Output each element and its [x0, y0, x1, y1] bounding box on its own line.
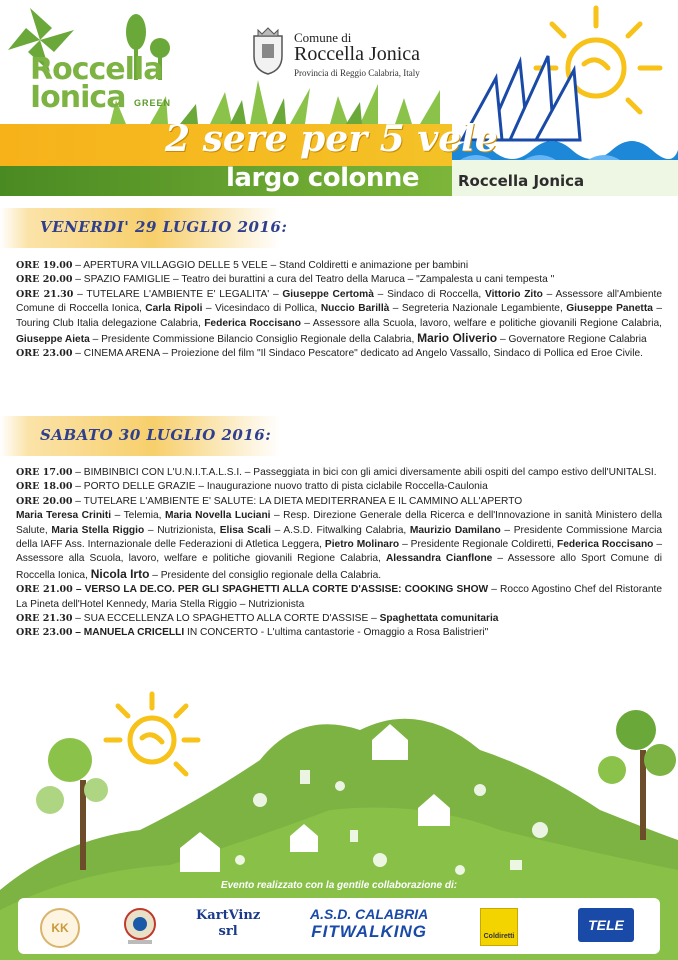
sponsor-hotel-logo: KK — [40, 908, 80, 948]
comune-name: Roccella Jonica — [294, 43, 421, 65]
program-item: ORE 17.00 – BIMBINBICI CON L'U.N.I.T.A.L.S.I. – Passeggiata in bici con gli amici diversamente abili ospiti del campo estivo dell'UNITALSI. — [16, 467, 657, 478]
program-item: ORE 23.00 – CINEMA ARENA – Proiezione del film "Il Sindaco Pescatore" dedicato ad Angelo Vassallo, Sindaco di Pollica ed Eroe Civile. — [16, 348, 643, 360]
logo-line1: Roccella — [30, 52, 163, 87]
sponsor-seal-icon — [122, 906, 158, 946]
comune-block — [248, 24, 448, 84]
event-title: 2 sere per 5 vele — [165, 118, 498, 160]
comune-province: Provincia di Reggio Calabria, Italy — [294, 68, 420, 78]
day1-header — [0, 208, 288, 248]
program-item: ORE 19.00 – APERTURA VILLAGGIO DELLE 5 VELE – Stand Coldiretti e animazione per bambini — [16, 260, 469, 271]
program-item: ORE 21.00 – VERSO LA DE.CO. PER GLI SPAGHETTI ALLA CORTE D'ASSISE: COOKING SHOW – Rocco Agostino Chef del Ristorante La Pineta dell'Hotel Kennedy, Maria Stella Riggio – Nutrizionista — [16, 584, 662, 610]
sponsor-coldiretti: Coldiretti — [480, 908, 518, 946]
day2-header — [0, 416, 280, 456]
logo-line2: Ionica — [30, 80, 126, 115]
logo-green-label: GREEN — [134, 98, 172, 108]
program-item: ORE 18.00 – PORTO DELLE GRAZIE – Inaugurazione nuovo tratto di pista ciclabile Roccella-Caulonia — [16, 481, 488, 493]
sponsor-bar — [18, 898, 660, 954]
sponsor-tele-logo: TELE — [578, 908, 634, 942]
program-item: ORE 21.30 – SUA ECCELLENZA LO SPAGHETTO ALLA CORTE D'ASSISE – Spaghettata comunitaria — [16, 613, 499, 625]
header — [0, 0, 678, 200]
sun-icon — [536, 8, 660, 112]
day2-title: SABATO 30 LUGLIO 2016: — [40, 426, 272, 444]
day1-program — [16, 259, 662, 362]
day1-title: VENERDI' 29 LUGLIO 2016: — [40, 218, 288, 236]
sponsor-fitwalking: A.S.D. CALABRIA FITWALKING — [310, 906, 429, 941]
sun-icon — [106, 694, 198, 774]
program-item: Maria Teresa Criniti – Telemia, Maria Novella Luciani – Resp. Direzione Generale della Ricerca e dell'Innovazione in sanità Ministero della Salute, Maria Stella Riggio – Nutrizionista, Elisa Scali – A.S.D. Fitwalking Calabria, Maurizio Damilano – Presidente Commissione Marcia della IAFF Ass. Internazionale delle Federazioni di Atletica Leggera, Pietro Molinaro – Presidente Regionale Coldiretti, Federica Roccisano – Assessore alla Scuola, lavoro, welfare e politiche giovanili Regione Calabria, Alessandra Cianflone – Assessore allo Sport Comune di Roccella Ionica, Nicola Irto – Presidente del consiglio regionale della Calabria. — [16, 510, 663, 581]
collaboration-label: Evento realizzato con la gentile collaborazione di: — [220, 880, 458, 891]
program-item: ORE 23.00 – MANUELA CRICELLI IN CONCERTO - L'ultima cantastorie - Omaggio a Rosa Balistrieri" — [16, 627, 489, 639]
comune-label: Comune di — [294, 30, 352, 45]
day2-program — [16, 466, 662, 641]
program-item: ORE 20.00 – SPAZIO FAMIGLIE – Teatro dei burattini a cura del Teatro della Maruca – "Zampalesta u cani tempesta " — [16, 274, 555, 286]
coat-of-arms-icon — [248, 26, 288, 76]
event-town: Roccella Jonica — [458, 172, 585, 190]
sponsor-kartvinz: KartVinz srl — [196, 908, 261, 939]
program-item: ORE 20.00 – TUTELARE L'AMBIENTE E' SALUTE: LA DIETA MEDITERRANEA E IL CAMMINO ALL'APERTO — [16, 495, 523, 507]
roccella-green-logo — [6, 8, 206, 118]
program-item: ORE 21.30 – TUTELARE L'AMBIENTE E' LEGALITA' – Giuseppe Certomà – Sindaco di Roccella, Vittorio Zito – Assessore all'Ambiente Comune di Roccella Ionica, Carla Ripoli – Vicesindaco di Pollica, Nuccio Barillà – Segreteria Nazionale Legambiente, Giuseppe Panetta – Touring Club Italia delegazione Calabria, Federica Roccisano – Assessore alla Scuola, lavoro, welfare e politiche giovanili Regione Calabria, Giuseppe Aieta – Presidente Commissione Bilancio Consiglio Regionale della Calabria, Mario Oliverio – Governatore Regione Calabria — [16, 288, 662, 346]
event-location: largo colonne — [226, 163, 420, 193]
